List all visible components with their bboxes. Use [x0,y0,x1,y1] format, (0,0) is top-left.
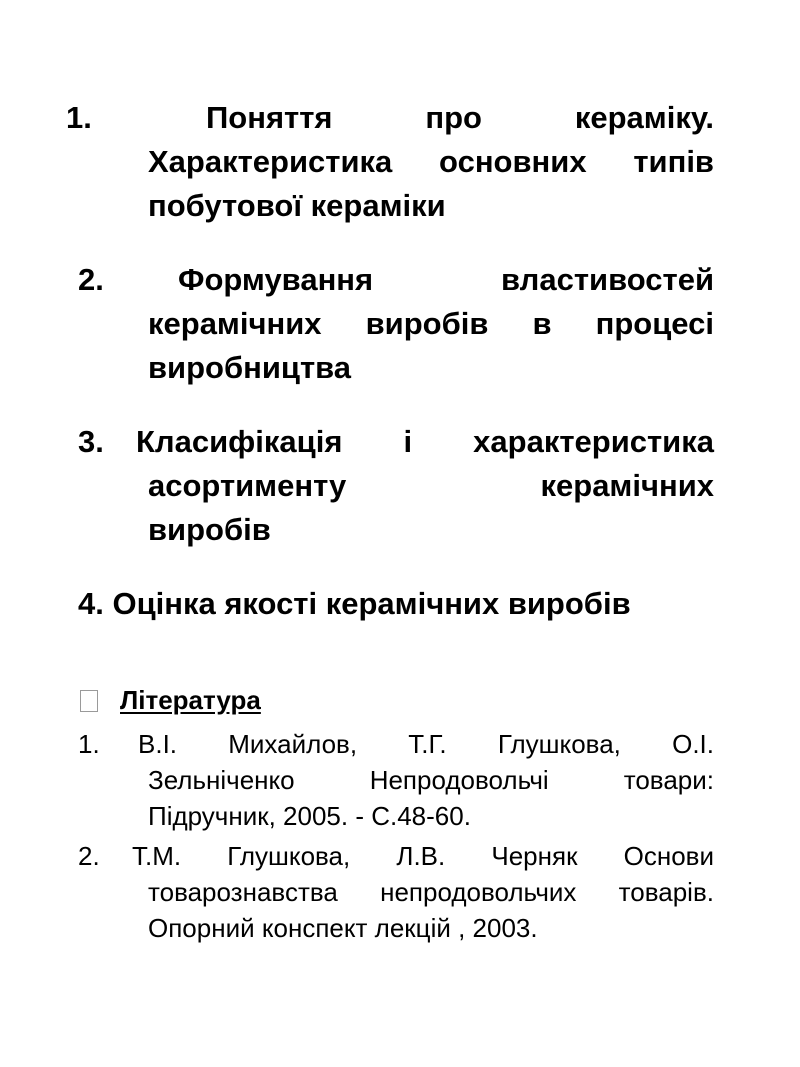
topic-2-line-3: виробництва [148,350,352,385]
reference-1-line-3: Підручник, 2005. - С.48-60. [148,801,471,831]
bullet-box-icon [80,690,98,712]
topic-1-line-1: Поняття про кераміку. [206,100,714,135]
reference-2-line-1: Т.М. Глушкова, Л.В. Черняк Основи [132,841,714,871]
literature-heading-label: Література [120,685,261,715]
reference-1-line-2: Зельніченко Непродовольчі товари: [148,765,714,795]
topic-1-line-3: побутової кераміки [148,188,446,223]
topic-1 [148,96,714,228]
topic-2 [148,258,714,390]
reference-2-line-3: Опорний конспект лекцій , 2003. [148,913,538,943]
reference-1 [138,726,714,834]
topic-3-number: 3. [78,424,104,459]
topic-3 [136,420,714,552]
topic-1-number: 1. [66,100,92,135]
topic-3-line-3: виробів [148,512,271,547]
topic-4 [78,582,718,626]
topic-2-line-2: керамічних виробів в процесі [148,306,714,341]
reference-1-line-1: В.І. Михайлов, Т.Г. Глушкова, О.І. [138,729,714,759]
topic-3-line-1: Класифікація і характеристика [136,424,714,459]
reference-2-number: 2. [78,841,100,871]
topic-4-line: 4. Оцінка якості керамічних виробів [78,586,631,621]
reference-2 [132,838,714,946]
reference-2-line-2: товарознавства непродовольчих товарів. [148,877,714,907]
reference-1-number: 1. [78,729,100,759]
literature-heading [80,680,261,720]
topic-2-number: 2. [78,262,104,297]
topic-1-line-2: Характеристика основних типів [148,144,714,179]
topic-2-line-1: Формування властивостей [178,262,714,297]
topic-3-line-2: асортименту керамічних [148,468,714,503]
